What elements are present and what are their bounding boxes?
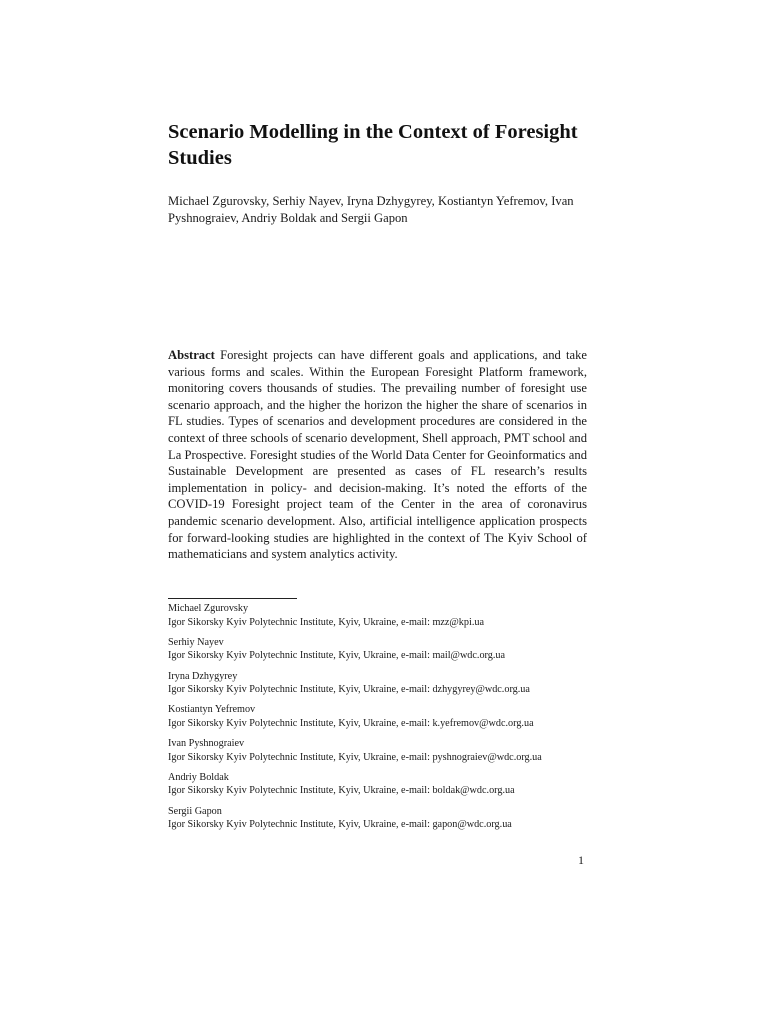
abstract-text: Foresight projects can have different goals and applications, and take various forms and scales. Within the European Foresight Platform framework, monitoring covers thousands of studies. The prevailing number of foresight use scenario approach, and the higher the horizon the higher the share of scenarios in FL studies. Types of scenarios and development procedures are considered in the context of three schools of scenario development, Shell approach, PMT school and La Prospective. Foresight studies of the World Data Center for Geoinformatics and Sustainable Development are presented as cases of FL research’s results implementation in policy- and decision-making. It’s noted the efforts of the COVID-19 Foresight project team of the Center in the area of coronavirus pandemic scenario development. Also, artificial intelligence application prospects for forward-looking studies are highlighted in the context of The Kyiv School of mathematicians and system analytics activity. [168, 348, 587, 562]
affiliation-detail: Igor Sikorsky Kyiv Polytechnic Institute, Kyiv, Ukraine, e-mail: boldak@wdc.org.ua [168, 785, 515, 797]
affiliation-detail: Igor Sikorsky Kyiv Polytechnic Institute, Kyiv, Ukraine, e-mail: k.yefremov@wdc.org.ua [168, 717, 534, 729]
affiliation-name: Iryna Dzhygyrey [168, 670, 238, 682]
affiliation-detail: Igor Sikorsky Kyiv Polytechnic Institute, Kyiv, Ukraine, e-mail: gapon@wdc.org.ua [168, 819, 512, 831]
affiliation-entry [168, 703, 598, 730]
affiliation-name: Kostiantyn Yefremov [168, 704, 256, 716]
affiliation-name: Sergii Gapon [168, 805, 222, 817]
affiliation-detail: Igor Sikorsky Kyiv Polytechnic Institute, Kyiv, Ukraine, e-mail: mail@wdc.org.ua [168, 650, 506, 662]
affiliation-entry [168, 737, 598, 764]
page-number: 1 [578, 853, 584, 867]
footnote-divider [168, 598, 297, 599]
affiliation-detail: Igor Sikorsky Kyiv Polytechnic Institute, Kyiv, Ukraine, e-mail: pyshnograiev@wdc.org.ua [168, 751, 542, 763]
author-affiliations [168, 602, 598, 839]
affiliation-name: Andriy Boldak [168, 771, 229, 783]
affiliation-entry [168, 670, 598, 697]
affiliation-entry [168, 771, 598, 798]
affiliation-entry [168, 805, 598, 832]
author-list: Michael Zgurovsky, Serhiy Nayev, Iryna Dzhygyrey, Kostiantyn Yefremov, Ivan Pyshnograiev, Andriy Boldak and Sergii Gapon [168, 194, 574, 225]
affiliation-entry [168, 602, 598, 629]
affiliation-entry [168, 636, 598, 663]
paper-title: Scenario Modelling in the Context of Foresight Studies [168, 121, 578, 169]
affiliation-name: Michael Zgurovsky [168, 603, 249, 614]
affiliation-detail: Igor Sikorsky Kyiv Polytechnic Institute, Kyiv, Ukraine, e-mail: mzz@kpi.ua [168, 616, 484, 628]
affiliation-name: Serhiy Nayev [168, 636, 224, 648]
abstract [168, 347, 587, 563]
affiliation-detail: Igor Sikorsky Kyiv Polytechnic Institute, Kyiv, Ukraine, e-mail: dzhygyrey@wdc.org.ua [168, 684, 530, 696]
abstract-label: Abstract [168, 348, 215, 362]
affiliation-name: Ivan Pyshnograiev [168, 738, 245, 750]
